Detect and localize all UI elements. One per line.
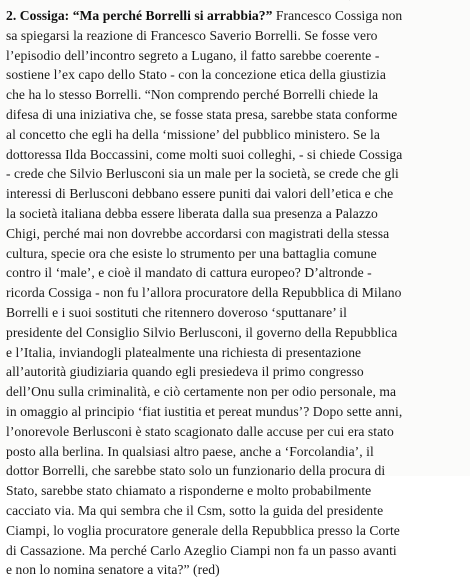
article-line-1 (6, 6, 464, 26)
article-line: interessi di Berlusconi debbano essere puniti dai valori dell’etica e che (6, 186, 394, 202)
article-line: dottor Borrelli, che sarebbe stato solo un funzionario della procura di (6, 463, 386, 479)
article-line: l’onorevole Berlusconi è stato scagionato dalle accuse per cui era stato (6, 423, 394, 439)
article-line: posto alla berlina. In qualsiasi altro paese, anche a ‘Forcolandia’, il (6, 443, 374, 459)
article-body (6, 6, 464, 580)
article-line: Ciampi, lo voglia procuratore generale della Repubblica presso la Corte (6, 522, 400, 538)
article-line-text: Francesco Cossiga non (275, 8, 403, 23)
article-line: ricorda Cossiga - non fu l’allora procuratore della Repubblica di Milano (6, 285, 402, 301)
article-line: in omaggio al principio ‘fiat iustitia et pereat mundus’? Dopo sette anni, (6, 403, 403, 419)
article-line: l’episodio dell’incontro segreto a Lugano, il fatto sarebbe coerente - (6, 47, 380, 63)
article-line: Borrelli e i suoi sostituti che ritennero doveroso ‘sputtanare’ il (6, 304, 347, 320)
article-line: - crede che Silvio Berlusconi sia un male per la società, se crede che gli (6, 166, 399, 182)
article-line: dell’Onu sulla criminalità, e ciò certamente non per odio personale, ma (6, 384, 397, 400)
article-line: dottoressa Ilda Boccassini, come molti suoi colleghi, - si chiede Cossiga (6, 146, 403, 162)
article-line: sa spiegarsi la reazione di Francesco Saverio Borrelli. Se fosse vero (6, 27, 378, 43)
article-number: 2. (6, 8, 17, 23)
article-line: e non lo nomina senatore a vita?” (red) (6, 562, 220, 578)
article-line: al concetto che egli ha della ‘missione’ del pubblico ministero. Se la (6, 126, 380, 142)
article-line: presidente del Consiglio Silvio Berlusconi, il governo della Repubblica (6, 324, 398, 340)
article-line: cacciato via. Ma qui sembra che il Csm, sotto la guida del presidente (6, 502, 384, 518)
article-line: contro il ‘male’, e cioè il mandato di cattura europeo? D’altronde - (6, 265, 372, 281)
article-line: e l’Italia, inviandogli platealmente una richiesta di presentazione (6, 344, 362, 360)
article-line: difesa di una iniziativa che, se fosse stata presa, sarebbe stata conforme (6, 106, 398, 122)
article-line: Stato, sarebbe stato chiamato a risponderne e molto probabilmente (6, 483, 372, 499)
article-line: che ha lo stesso Borrelli. “Non comprendo perché Borrelli chiede la (6, 87, 379, 103)
article-line: la società italiana debba essere liberata dalla sua presenza a Palazzo (6, 205, 378, 221)
article-line: Chigi, perché mai non dovrebbe accordarsi con magistrati della stessa (6, 225, 390, 241)
article-line: all’autorità giudiziaria quando egli presiedeva il primo congresso (6, 364, 364, 380)
article-line: sostiene l’ex capo dello Stato - con la concezione etica della giustizia (6, 67, 386, 83)
article-line: di Cassazione. Ma perché Carlo Azeglio Ciampi non fa un passo avanti (6, 542, 397, 558)
article-line: cultura, specie ora che esiste lo strumento per una battaglia comune (6, 245, 377, 261)
article-title: Cossiga: “Ma perché Borrelli si arrabbia?” (19, 8, 273, 23)
scan-fold-line (349, 0, 350, 1)
